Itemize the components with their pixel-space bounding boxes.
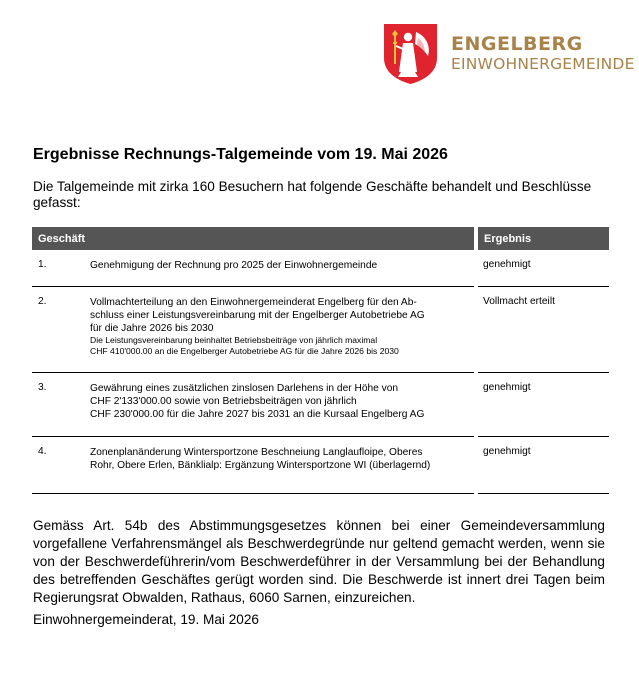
table-row	[32, 437, 609, 494]
logo-line-1: ENGELBERG	[451, 33, 583, 56]
legal-notice: Gemäss Art. 54b des Abstimmungsgesetzes können bei einer Gemeindeversammlung vorgefallene Verfahrensmängel als Beschwerdegründe nur geltend gemacht werden, wenn sie von der Beschwerdeführerin/vom Beschwerdeführer in der Versammlung bei der Behandlung des betreffenden Geschäftes gerügt worden sind. Die Beschwerde ist innert drei Tagen beim Regierungsrat Obwalden, Rathaus, 6060 Sarnen, einzureichen.	[33, 518, 605, 605]
row-text: Genehmigung der Rechnung pro 2025 der Einwohnergemeinde	[90, 260, 378, 271]
row-text: schluss einer Leistungsvereinbarung mit der Engelberger Autobetriebe AG	[90, 310, 425, 321]
intro-text: Die Talgemeinde mit zirka 160 Besuchern hat folgende Geschäfte behandelt und Beschlüsse gefasst:	[33, 179, 592, 210]
header-result: Ergebnis	[478, 227, 609, 250]
row-text: Rohr, Obere Erlen, Bänklialp: Ergänzung Wintersportzone WI (überlagernd)	[90, 460, 431, 471]
row-result: Vollmacht erteilt	[478, 287, 609, 373]
results-table	[32, 227, 609, 494]
table-row	[32, 250, 609, 287]
signature: Einwohnergemeinderat, 19. Mai 2026	[33, 612, 259, 627]
row-result: genehmigt	[478, 437, 609, 494]
row-text: Vollmachterteilung an den Einwohnergemeinderat Engelberg für den Ab-	[90, 297, 417, 308]
row-text: für die Jahre 2026 bis 2030	[90, 323, 214, 334]
table-row	[32, 373, 609, 437]
table-row	[32, 287, 609, 373]
row-text: Gewährung eines zusätzlichen zinslosen Darlehens in der Höhe von	[90, 383, 399, 394]
municipality-logo	[382, 22, 635, 86]
row-text: Zonenplanänderung Wintersportzone Beschneiung Langlaufloipe, Oberes	[90, 447, 423, 458]
row-number: 1.	[38, 259, 47, 270]
row-number: 4.	[38, 446, 47, 457]
header-business: Geschäft	[32, 227, 474, 250]
coat-of-arms-icon	[382, 22, 439, 86]
logo-line-2: EINWOHNERGEMEINDE	[451, 55, 635, 74]
row-text: CHF 2'133'000.00 sowie von Betriebsbeiträgen von jährlich	[90, 396, 357, 407]
row-result: genehmigt	[478, 373, 609, 437]
row-text: CHF 230'000.00 für die Jahre 2027 bis 2031 an die Kursaal Engelberg AG	[90, 409, 425, 420]
table-header	[32, 227, 609, 250]
page-title: Ergebnisse Rechnungs-Talgemeinde vom 19. Mai 2026	[33, 146, 448, 163]
row-number: 3.	[38, 382, 47, 393]
row-result: genehmigt	[478, 250, 609, 287]
row-number: 2.	[38, 296, 47, 307]
row-note: Die Leistungsvereinbarung beinhaltet Betriebsbeiträge von jährlich maximal	[90, 335, 378, 345]
row-note: CHF 410'000.00 an die Engelberger Autobetriebe AG für die Jahre 2026 bis 2030	[90, 346, 399, 356]
